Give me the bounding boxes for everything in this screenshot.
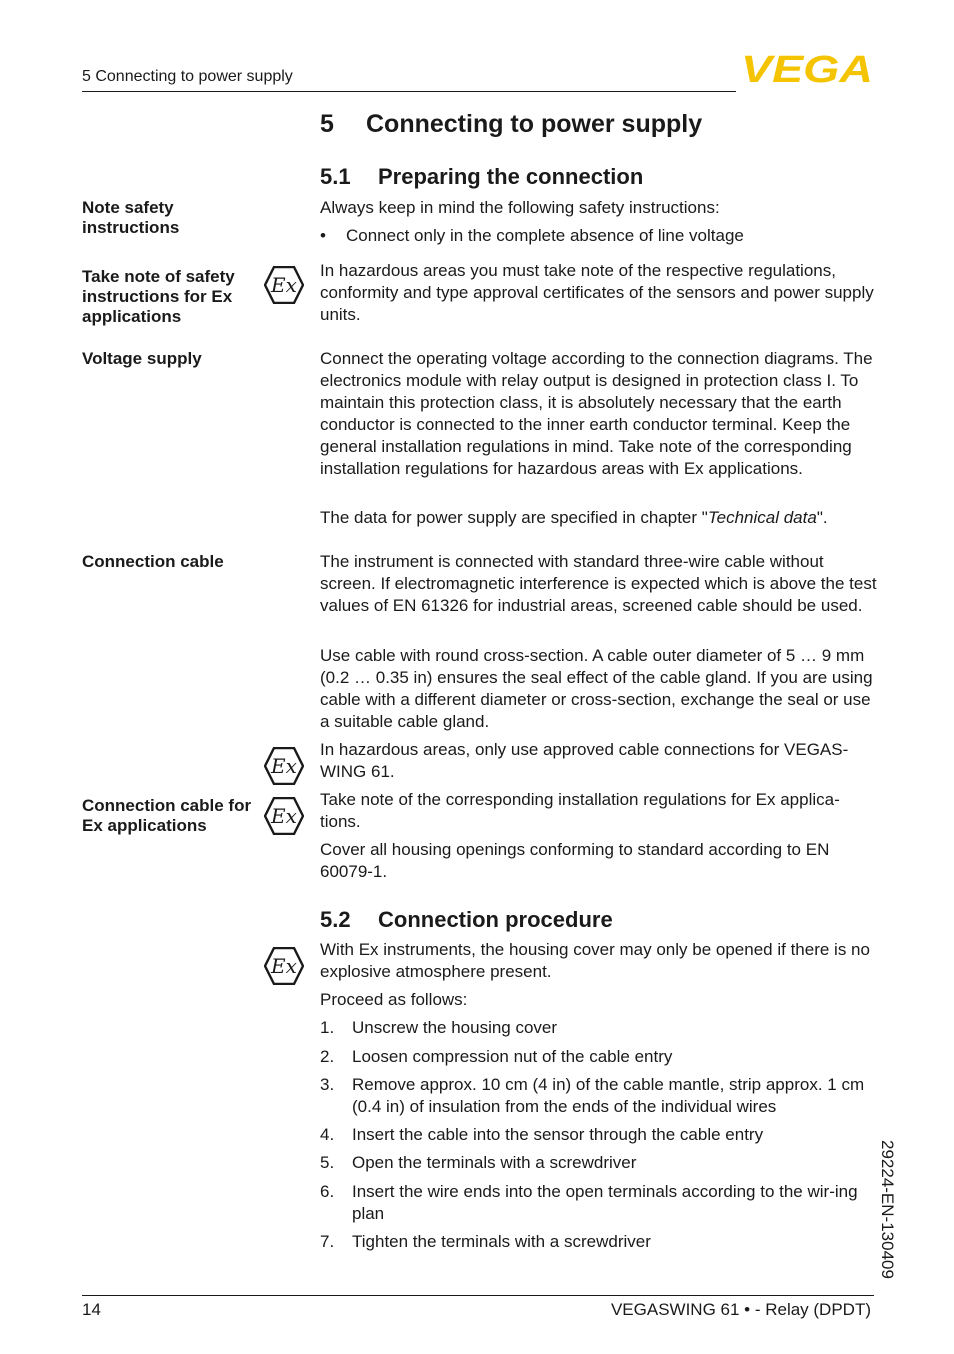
list-item: 6. Insert the wire ends into the open terminals according to the wir-ing plan <box>320 1182 858 1223</box>
svg-text:Ex: Ex <box>271 804 297 828</box>
cable-text-2: Use cable with round cross-section. A cable outer diameter of 5 … 9 mm (0.2 … 0.35 in) ensures the seal effect of the cable gland. If you are using cable with a different diameter or cross-section, exchange the seal or use a suitable cable gland. <box>320 646 873 731</box>
header-rule <box>82 91 736 92</box>
document-id: 29224-EN-130409 <box>878 1140 897 1279</box>
running-header: 5 Connecting to power supply <box>82 68 293 85</box>
procedure-intro: Proceed as follows: <box>320 990 468 1009</box>
power-data-ref: The data for power supply are specified in chapter "Technical data". <box>320 508 828 527</box>
side-voltage-supply: Voltage supply <box>82 349 202 368</box>
cable-ex-text-1: Take note of the corresponding installation regulations for Ex applica-tions. <box>320 790 840 831</box>
voltage-text: Connect the operating voltage according to the connection diagrams. The electronics module with relay output is designed in protection class I. To maintain this protection class, it is absolutely necessary that the earth conductor is connected to the inner earth conductor terminal. Keep the general installation regulations in mind. Take note of the corresponding installation regulations for hazardous areas with Ex applications. <box>320 349 873 478</box>
bullet-item: • Connect only in the complete absence of line voltage <box>320 226 744 245</box>
svg-text:Ex: Ex <box>271 954 297 978</box>
section-5-1-title: 5.1 Preparing the connection <box>320 164 644 189</box>
list-item: 7. Tighten the terminals with a screwdriver <box>320 1232 651 1251</box>
safety-intro: Always keep in mind the following safety instructions: <box>320 198 720 217</box>
cable-text-1: The instrument is connected with standard three-wire cable without screen. If electromagnetic interference is expected which is above the test values of EN 61326 for industrial areas, screened cable should be used. <box>320 552 877 615</box>
side-connection-cable: Connection cable <box>82 552 224 571</box>
ex-hazard-icon <box>264 747 304 785</box>
side-connection-cable-ex: Connection cable for Ex applications <box>82 796 252 835</box>
cable-text-3: In hazardous areas, only use approved cable connections for VEGAS-WING 61. <box>320 740 849 781</box>
ex-hazard-icon <box>264 947 304 985</box>
list-item: 4. Insert the cable into the sensor through the cable entry <box>320 1125 764 1144</box>
section-5-2-title: 5.2 Connection procedure <box>320 907 613 932</box>
side-note-safety: Note safety instructions <box>82 198 180 237</box>
ex-hazard-icon <box>264 266 304 304</box>
list-item: 1. Unscrew the housing cover <box>320 1018 558 1037</box>
footer-rule <box>82 1295 874 1296</box>
svg-text:Ex: Ex <box>271 273 297 297</box>
page-number: 14 <box>82 1300 101 1319</box>
side-take-note-ex: Take note of safety instructions for Ex applications <box>82 267 235 326</box>
cable-ex-text-2: Cover all housing openings conforming to standard according to EN 60079-1. <box>320 840 830 881</box>
svg-text:Ex: Ex <box>271 754 297 778</box>
list-item: 2. Loosen compression nut of the cable entry <box>320 1047 673 1066</box>
product-name: VEGASWING 61 • - Relay (DPDT) <box>610 1300 871 1319</box>
ex-hazard-icon <box>264 797 304 835</box>
svg-text:VEGA: VEGA <box>741 52 873 84</box>
vega-logo <box>741 52 873 84</box>
list-item: 5. Open the terminals with a screwdriver <box>320 1153 637 1172</box>
ex-regulations-text: In hazardous areas you must take note of the respective regulations, conformity and type approval certificates of the sensors and power supply units. <box>320 261 874 324</box>
list-item: 3. Remove approx. 10 cm (4 in) of the cable mantle, strip approx. 1 cm (0.4 in) of insulation from the ends of the individual wires <box>320 1075 865 1116</box>
chapter-title: 5 Connecting to power supply <box>320 110 703 138</box>
procedure-ex-note: With Ex instruments, the housing cover may only be opened if there is no explosive atmosphere present. <box>320 940 870 981</box>
